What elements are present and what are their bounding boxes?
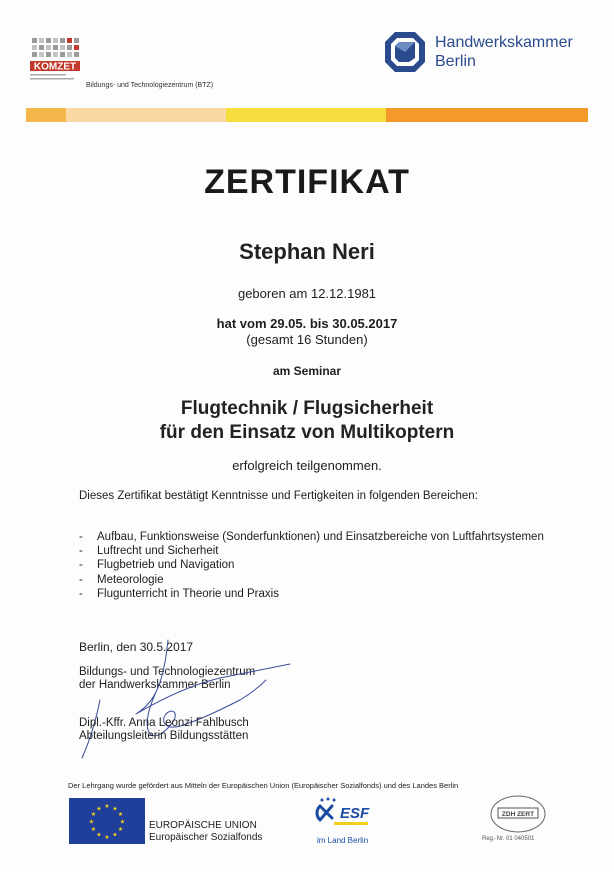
svg-text:★: ★ [117,826,124,833]
seminar-label: am Seminar [272,364,342,378]
svg-text:★: ★ [119,818,126,826]
svg-text:★: ★ [96,805,102,813]
btz-caption: Bildungs- und Technologiezentrum (BTZ) [86,82,214,89]
color-bar [26,108,588,122]
birth-date: geboren am 12.12.1981 [237,286,377,301]
svg-text:★: ★ [90,811,97,818]
success-statement: erfolgreich teilgenommen. [232,458,382,473]
hwk-logo-icon [383,30,427,74]
komzet-logo [30,36,80,88]
hwk-name [435,33,573,71]
eu-flag-icon [69,798,145,844]
svg-text:KOMZET: KOMZET [33,61,77,73]
skills-intro: Dieses Zertifikat bestätigt Kenntnisse und Fertigkeiten in folgenden Bereichen: [79,490,478,502]
svg-text:★: ★ [96,831,102,839]
skill-item: - Flugbetrieb und Navigation [79,558,544,572]
seminar-title [0,397,614,445]
color-bar-segment [66,108,226,122]
place-date: Berlin, den 30.5.2017 [79,640,194,654]
recipient-name: Stephan Neri [239,239,375,264]
esf-caption: im Land Berlin [317,836,369,845]
signer-name: Dipl.-Kffr. Anna Leonzi Fahlbusch [79,717,249,729]
certificate-title: ZERTIFIKAT [204,163,410,201]
seminar-title-line1: Flugtechnik / Flugsicherheit [180,398,434,419]
svg-text:ZDH ZERT: ZDH ZERT [501,811,535,818]
svg-text:★: ★ [88,818,95,826]
seminar-title-line2: für den Einsatz von Multikoptern [159,422,455,443]
svg-text:★: ★ [104,803,110,810]
signer-block [79,717,249,743]
eu-label [149,820,262,844]
institution-line1: Bildungs- und Technologiezentrum [79,666,256,678]
esf-logo [312,796,392,830]
institution-line2: der Handwerkskammer Berlin [79,679,231,691]
skills-list [79,530,544,601]
skill-item: - Meteorologie [79,573,544,587]
hwk-name-line1: Handwerkskammer [435,34,573,51]
skill-item: - Aufbau, Funktionsweise (Sonderfunktionen) und Einsatzbereiche von Luftfahrtsystemen [79,530,544,544]
skill-item: - Flugunterricht in Theorie und Praxis [79,587,544,601]
svg-text:★: ★ [112,805,118,813]
funding-notice: Der Lehrgang wurde gefördert aus Mitteln der Europäischen Union (Europäischer Sozialfonds) und des Landes Berlin [68,781,459,790]
zdh-cert-seal [489,794,547,834]
hwk-name-line2: Berlin [435,53,476,70]
svg-text:ESF: ESF [340,805,370,822]
color-bar-segment [26,108,66,122]
color-bar-segment [226,108,386,122]
signer-role: Abteilungsleiterin Bildungsstätten [79,730,249,742]
registration-number: Reg.-Nr. 01 040501 [482,836,535,842]
skill-item: - Luftrecht und Sicherheit [79,544,544,558]
svg-text:★: ★ [104,834,110,841]
svg-text:★: ★ [117,811,124,818]
eu-label-line1: EUROPÄISCHE UNION [149,820,257,831]
eu-label-line2: Europäischer Sozialfonds [149,832,263,843]
course-period: hat vom 29.05. bis 30.05.2017 [216,316,398,331]
svg-text:★: ★ [90,826,97,833]
course-hours: (gesamt 16 Stunden) [246,332,368,347]
svg-text:★: ★ [112,831,118,839]
color-bar-segment [386,108,588,122]
